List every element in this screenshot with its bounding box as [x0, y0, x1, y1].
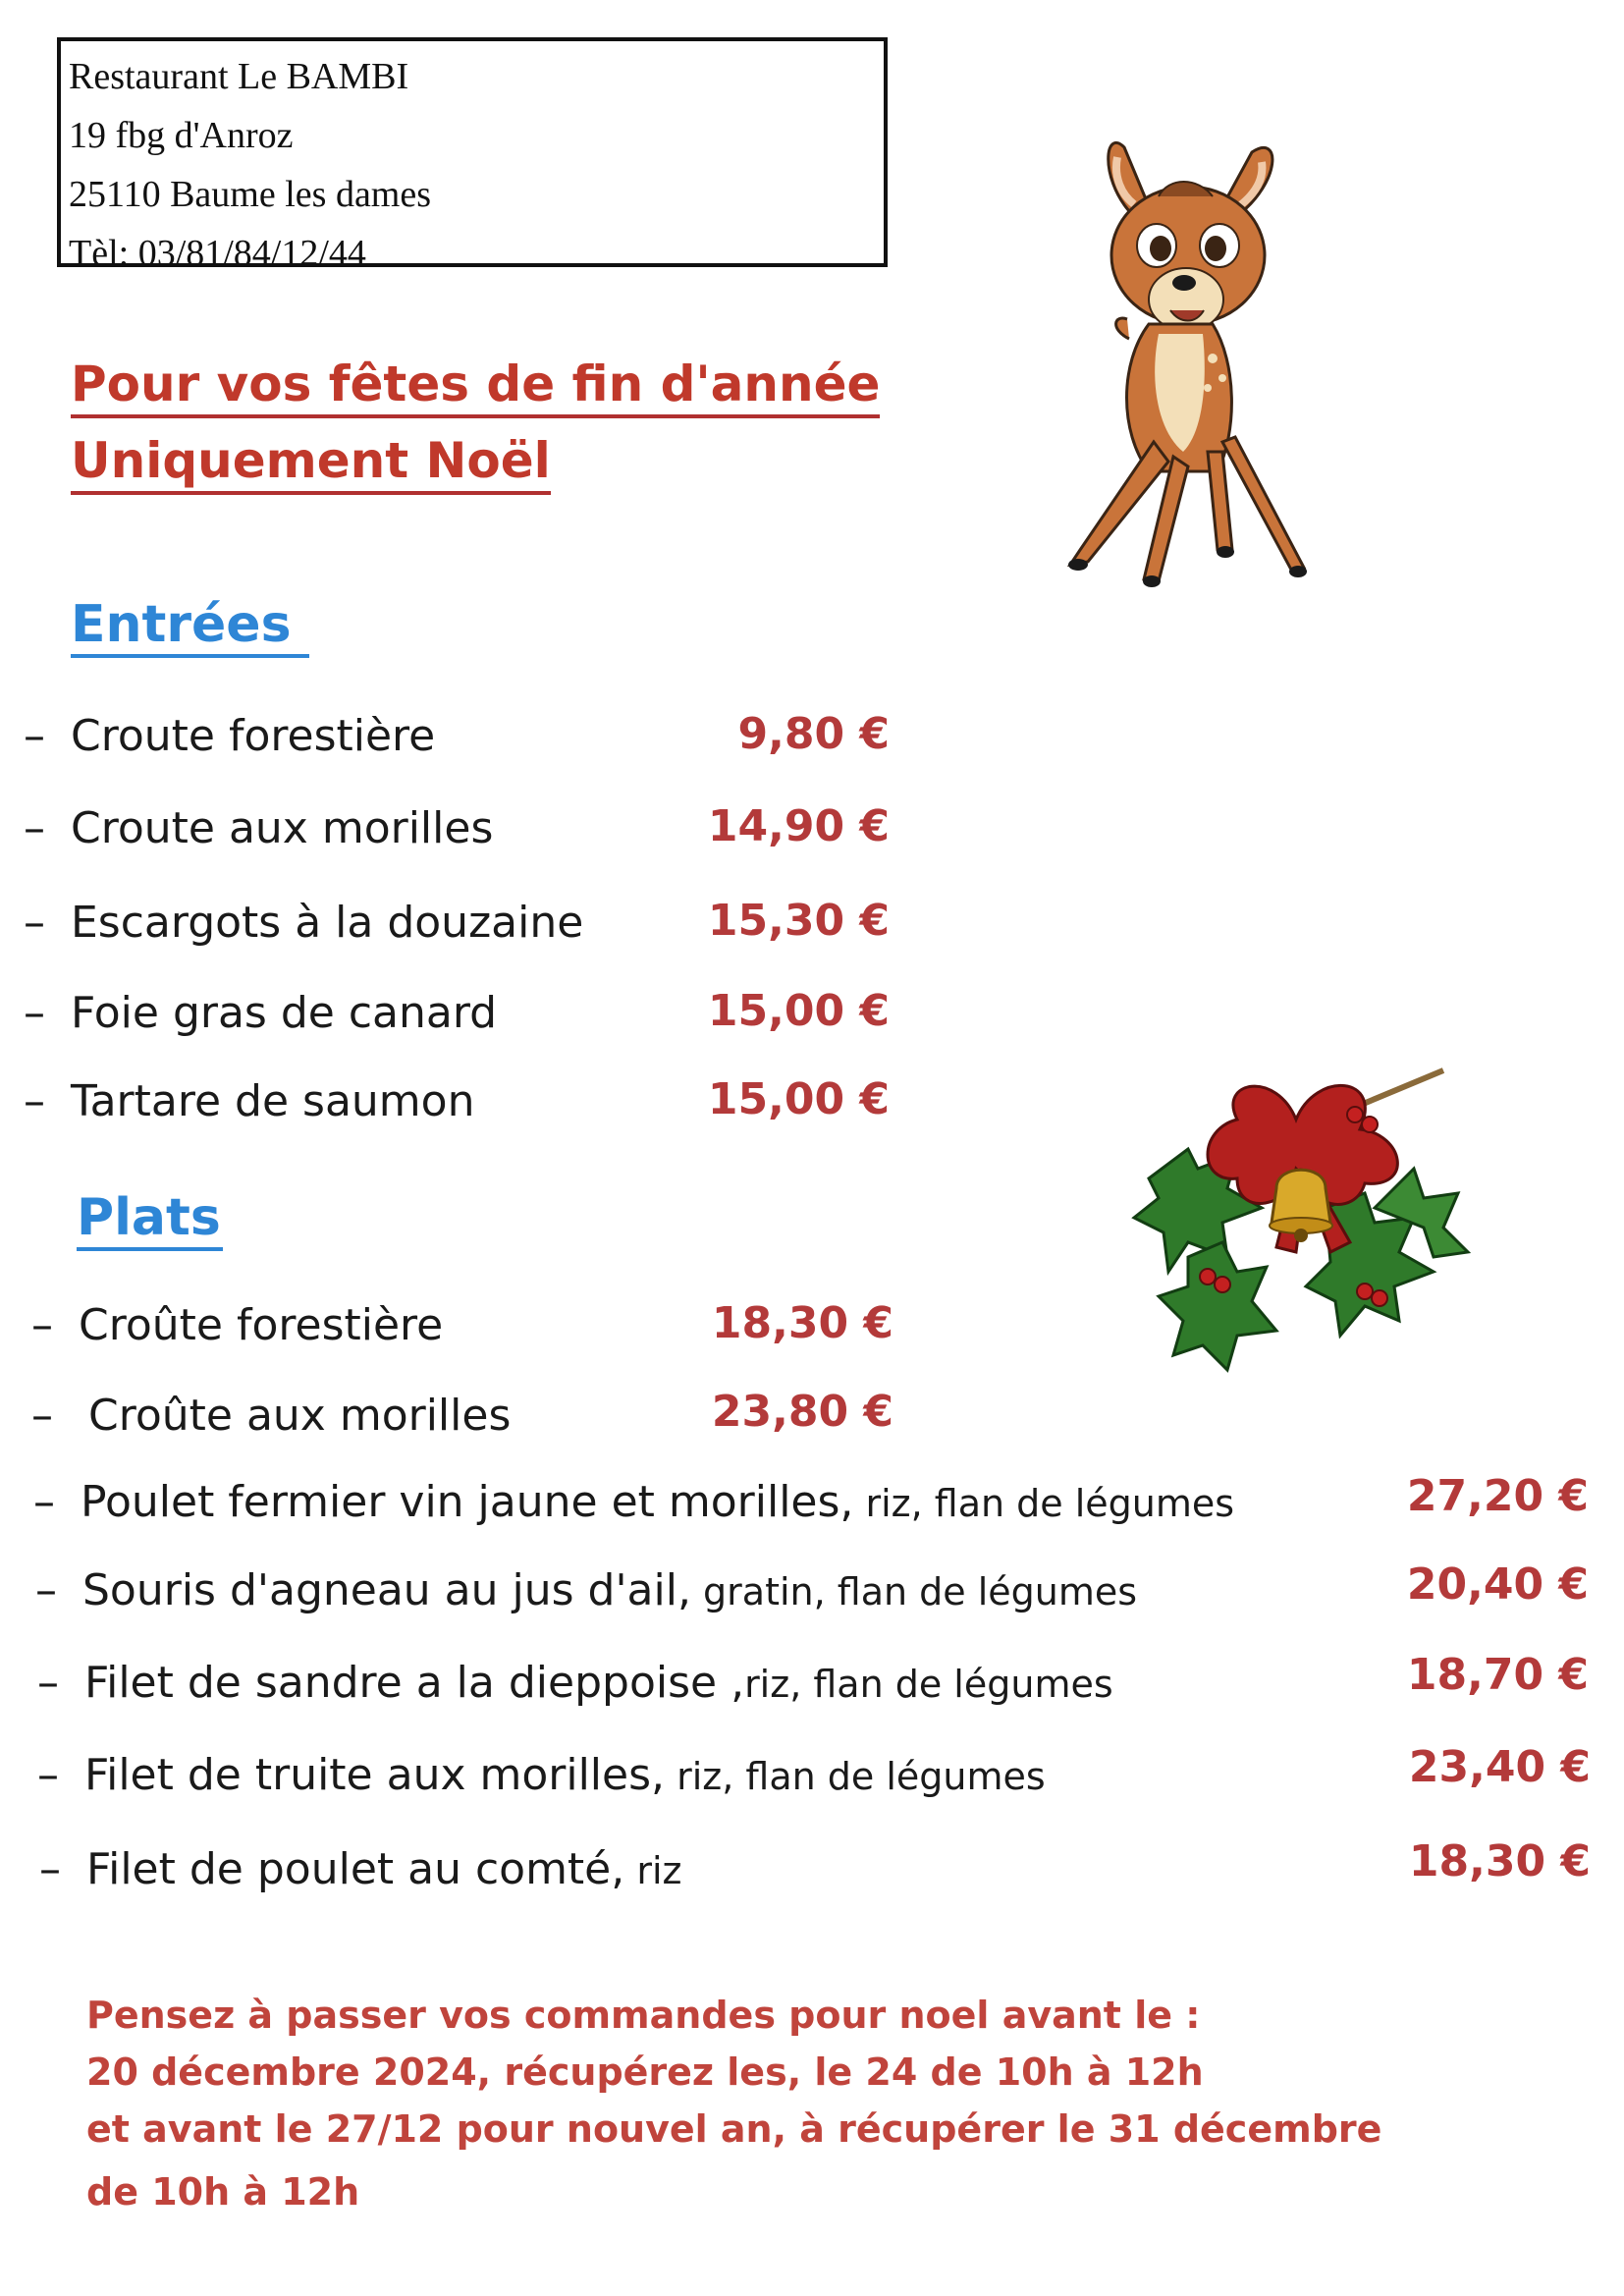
item-dash: – — [24, 898, 45, 948]
plat-item — [31, 1300, 443, 1350]
plat-price: 18,30 € — [711, 1298, 893, 1348]
item-accompaniment: riz, flan de légumes — [853, 1482, 1235, 1525]
item-dash: – — [33, 1477, 55, 1527]
entree-price: 15,30 € — [707, 896, 890, 946]
item-name: Croûte forestière — [79, 1300, 444, 1350]
order-notice-line-1: Pensez à passer vos commandes pour noel avant le : — [86, 1994, 1201, 2037]
item-dash: – — [35, 1565, 57, 1615]
item-name: Croûte aux morilles — [88, 1391, 512, 1441]
section-plats-title: Plats — [77, 1188, 223, 1251]
order-notice-line-4: de 10h à 12h — [86, 2170, 360, 2214]
item-dash: – — [24, 803, 45, 853]
plat-item — [37, 1750, 1046, 1800]
order-notice-line-2: 20 décembre 2024, récupérez les, le 24 de 10h à 12h — [86, 2050, 1204, 2094]
order-notice-line-3: et avant le 27/12 pour nouvel an, à récupérer le 31 décembre — [86, 2107, 1382, 2151]
plat-price: 18,70 € — [1406, 1650, 1589, 1700]
restaurant-street: 19 fbg d'Anroz — [69, 115, 294, 156]
headline-line-2: Uniquement Noël — [71, 432, 551, 495]
item-accompaniment: riz — [624, 1849, 682, 1892]
item-accompaniment: riz, flan de légumes — [665, 1755, 1046, 1798]
item-name: Filet de poulet au comté, — [86, 1844, 625, 1894]
entree-item — [24, 988, 497, 1038]
bambi-deer-illustration — [1011, 118, 1345, 589]
entree-item — [24, 1076, 474, 1126]
plat-item — [31, 1391, 511, 1441]
item-dash: – — [24, 988, 45, 1038]
plat-item — [33, 1477, 1234, 1527]
item-name: Croute aux morilles — [71, 803, 494, 853]
item-name: Poulet fermier vin jaune et morilles, — [81, 1477, 854, 1527]
item-name: Filet de sandre a la dieppoise , — [84, 1658, 745, 1708]
restaurant-phone: Tèl: 03/81/84/12/44 — [69, 233, 366, 274]
item-name: Filet de truite aux morilles, — [84, 1750, 666, 1800]
entree-item — [24, 711, 435, 761]
item-name: Foie gras de canard — [71, 988, 498, 1038]
plat-item — [39, 1844, 681, 1894]
item-name: Souris d'agneau au jus d'ail, — [82, 1565, 691, 1615]
entree-price: 15,00 € — [707, 986, 890, 1036]
entree-item — [24, 803, 493, 853]
item-dash: – — [37, 1658, 59, 1708]
section-entrees-title: Entrées — [71, 595, 309, 658]
plat-item — [35, 1565, 1137, 1615]
item-dash: – — [39, 1844, 61, 1894]
item-dash: – — [24, 1076, 45, 1126]
restaurant-name: Restaurant Le BAMBI — [69, 56, 409, 97]
headline-line-1: Pour vos fêtes de fin d'année — [71, 355, 880, 418]
item-accompaniment: riz, flan de légumes — [744, 1663, 1113, 1706]
plat-price: 23,80 € — [711, 1387, 893, 1437]
entree-item — [24, 898, 583, 948]
item-name: Escargots à la douzaine — [71, 898, 584, 948]
restaurant-city: 25110 Baume les dames — [69, 174, 432, 215]
item-accompaniment: gratin, flan de légumes — [690, 1570, 1138, 1613]
plat-price: 27,20 € — [1406, 1471, 1589, 1521]
plat-price: 18,30 € — [1408, 1836, 1591, 1886]
item-dash: – — [24, 711, 45, 761]
item-dash: – — [31, 1300, 53, 1350]
restaurant-address-box — [57, 37, 888, 274]
entree-price: 14,90 € — [707, 801, 890, 851]
plat-price: 20,40 € — [1406, 1559, 1589, 1610]
plat-price: 23,40 € — [1408, 1742, 1591, 1792]
item-name: Croute forestière — [71, 711, 436, 761]
item-dash: – — [31, 1391, 53, 1441]
entree-price: 9,80 € — [737, 709, 890, 759]
holly-bell-ornament — [1129, 1061, 1473, 1385]
item-dash: – — [37, 1750, 59, 1800]
entree-price: 15,00 € — [707, 1074, 890, 1124]
plat-item — [37, 1658, 1113, 1708]
item-name: Tartare de saumon — [71, 1076, 475, 1126]
